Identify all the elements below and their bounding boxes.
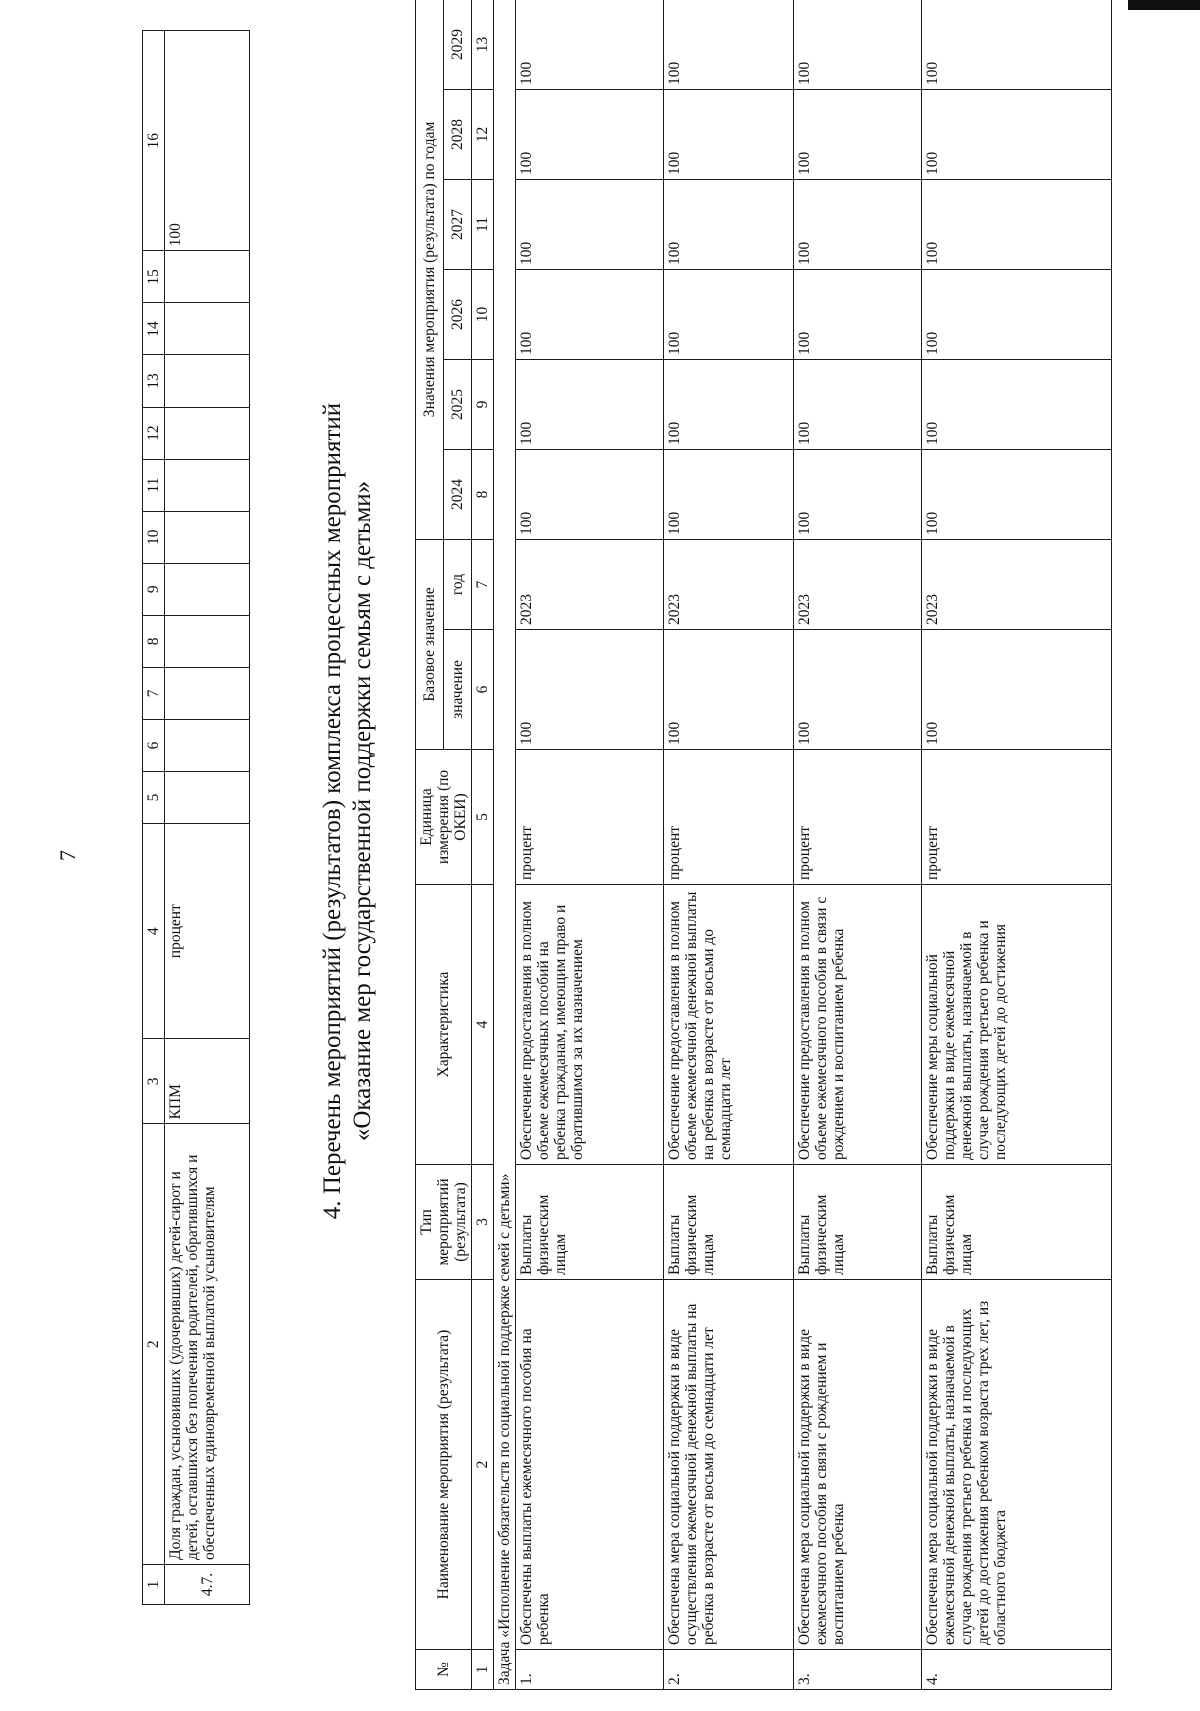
prev-col-8: 8 [143, 615, 165, 667]
row-value: 100 [664, 359, 794, 449]
row-base-value: 100 [664, 630, 794, 750]
row-value: 100 [516, 0, 664, 89]
row-type: Выплаты физическим лицам [922, 1165, 1112, 1280]
prev-col-6: 6 [143, 719, 165, 771]
header-year: 2029 [444, 0, 472, 89]
activities-table [415, 0, 1112, 1690]
row-value: 100 [794, 269, 922, 359]
header-unit: Единица измерения (по ОКЕИ) [416, 750, 472, 885]
row-type: Выплаты физическим лицам [516, 1165, 664, 1280]
prev-col-2: 2 [143, 1124, 165, 1565]
col-number: 11 [472, 179, 494, 269]
row-num: 2. [664, 1650, 794, 1690]
header-characteristic: Характеристика [416, 885, 472, 1165]
col-number: 4 [472, 885, 494, 1165]
prev-col-1: 1 [143, 1564, 165, 1604]
prev-col-3: 3 [143, 1039, 165, 1124]
prev-col-14: 14 [143, 303, 165, 355]
prev-col-7: 7 [143, 667, 165, 719]
col-number: 7 [472, 539, 494, 629]
row-value: 100 [516, 89, 664, 179]
table-row [922, 0, 1112, 1690]
row-name: Обеспечена мера социальной поддержки в виде ежемесячной денежной выплаты, назначаемой в случае рождения третьего ребенка и последующих детей до достижения ребенком возраста трех лет, из областного бюджета [922, 1280, 1112, 1650]
prev-col-5: 5 [143, 771, 165, 823]
task-row [494, 0, 516, 1690]
row-characteristic: Обеспечение меры социальной поддержки в виде ежемесячной денежной выплаты, назначаемой в случае рождения третьего ребенка и последующих детей до достижения [922, 885, 1112, 1165]
previous-table-header-row [143, 31, 165, 1605]
row-base-year: 2023 [922, 539, 1112, 629]
row-characteristic: Обеспечение предоставления в полном объеме ежемесячных пособий на ребенка гражданам, имеющим право и обратившимся за их назначением [516, 885, 664, 1165]
header-row-1 [416, 0, 444, 1690]
row-number: 4.7. [165, 1564, 250, 1604]
row-value: 100 [664, 269, 794, 359]
col-number: 6 [472, 630, 494, 750]
row-base-year: 2023 [794, 539, 922, 629]
header-year: 2024 [444, 449, 472, 539]
row-num: 4. [922, 1650, 1112, 1690]
row-value: 100 [664, 0, 794, 89]
previous-table [142, 30, 250, 1605]
row-value: 100 [922, 0, 1112, 89]
row-characteristic: Обеспечение предоставления в полном объеме ежемесячного пособия в связи с рождением и воспитанием ребенка [794, 885, 922, 1165]
prev-col-11: 11 [143, 459, 165, 511]
indicator-name: Доля граждан, усыновивших (удочеривших) детей-сирот и детей, оставшихся без попечения родителей, обратившихся и обеспеченных единовременной выплатой усыновителям [165, 1124, 250, 1565]
row-value: 100 [922, 359, 1112, 449]
row-name: Обеспечена мера социальной поддержки в виде осуществления ежемесячной денежной выплаты на ребенка в возрасте от восьми до семнадцати лет [664, 1280, 794, 1650]
row-type: Выплаты физическим лицам [794, 1165, 922, 1280]
prev-col-10: 10 [143, 511, 165, 563]
row-characteristic: Обеспечение предоставления в полном объеме ежемесячной денежной выплаты на ребенка в возрасте от восьми до семнадцати лет [664, 885, 794, 1165]
header-values: Значения мероприятия (результата) по годам [416, 0, 444, 539]
row-value: 100 [922, 89, 1112, 179]
row-unit: процент [516, 750, 664, 885]
header-base-value: значение [444, 630, 472, 750]
row-num: 1. [516, 1650, 664, 1690]
header-name: Наименование мероприятия (результата) [416, 1280, 472, 1650]
col-number: 2 [472, 1280, 494, 1650]
row-value: 100 [516, 269, 664, 359]
header-base: Базовое значение [416, 539, 444, 749]
header-year: 2025 [444, 359, 472, 449]
row-value: 100 [794, 0, 922, 89]
header-num: № [416, 1650, 472, 1690]
table-row [794, 0, 922, 1690]
header-year: 2028 [444, 89, 472, 179]
prev-col-15: 15 [143, 251, 165, 303]
row-unit: процент [664, 750, 794, 885]
row-unit: процент [922, 750, 1112, 885]
col-number: 10 [472, 269, 494, 359]
row-value: 100 [516, 179, 664, 269]
row-num: 3. [794, 1650, 922, 1690]
row-value: 100 [664, 449, 794, 539]
col-number: 1 [472, 1650, 494, 1690]
section-title-line1: 4. Перечень мероприятий (результатов) комплекса процессных мероприятий [319, 402, 346, 1220]
row-base-value: 100 [922, 630, 1112, 750]
row-value: 100 [922, 449, 1112, 539]
prev-col-16: 16 [143, 31, 165, 251]
col-number: 5 [472, 750, 494, 885]
column-number-row [472, 0, 494, 1690]
col-number: 9 [472, 359, 494, 449]
prev-col-4: 4 [143, 824, 165, 1039]
section-title [318, 0, 378, 1711]
row-value: 100 [794, 359, 922, 449]
row-value: 100 [664, 89, 794, 179]
indicator-unit: процент [165, 824, 250, 1039]
prev-col-12: 12 [143, 407, 165, 459]
header-year: 2027 [444, 179, 472, 269]
row-value: 100 [794, 179, 922, 269]
prev-col-9: 9 [143, 563, 165, 615]
header-year: 2026 [444, 269, 472, 359]
col-number: 13 [472, 0, 494, 89]
row-value: 100 [516, 359, 664, 449]
row-value: 100 [794, 89, 922, 179]
row-base-year: 2023 [664, 539, 794, 629]
col-number: 3 [472, 1165, 494, 1280]
col-number: 8 [472, 449, 494, 539]
table-row [516, 0, 664, 1690]
task-title: Задача «Исполнение обязательств по социальной поддержке семей с детьми» [494, 0, 516, 1690]
indicator-type: КПМ [165, 1039, 250, 1124]
col-number: 12 [472, 89, 494, 179]
row-name: Обеспечена мера социальной поддержки в виде ежемесячного пособия в связи с рождением и воспитанием ребенка [794, 1280, 922, 1650]
row-base-value: 100 [794, 630, 922, 750]
page-number: 7 [55, 850, 80, 861]
section-title-line2: «Оказание мер государственной поддержки семьям с детьми» [349, 480, 376, 1142]
prev-col-13: 13 [143, 355, 165, 407]
row-name: Обеспечены выплаты ежемесячного пособия на ребенка [516, 1280, 664, 1650]
row-value: 100 [664, 179, 794, 269]
row-value: 100 [922, 179, 1112, 269]
row-base-year: 2023 [516, 539, 664, 629]
header-type: Тип мероприятий (результата) [416, 1165, 472, 1280]
row-unit: процент [794, 750, 922, 885]
header-base-year: год [444, 539, 472, 629]
indicator-value: 100 [165, 31, 250, 251]
row-value: 100 [922, 269, 1112, 359]
table-row [664, 0, 794, 1690]
row-value: 100 [794, 449, 922, 539]
row-value: 100 [516, 449, 664, 539]
row-base-value: 100 [516, 630, 664, 750]
previous-table-row [165, 31, 250, 1605]
row-type: Выплаты физическим лицам [664, 1165, 794, 1280]
